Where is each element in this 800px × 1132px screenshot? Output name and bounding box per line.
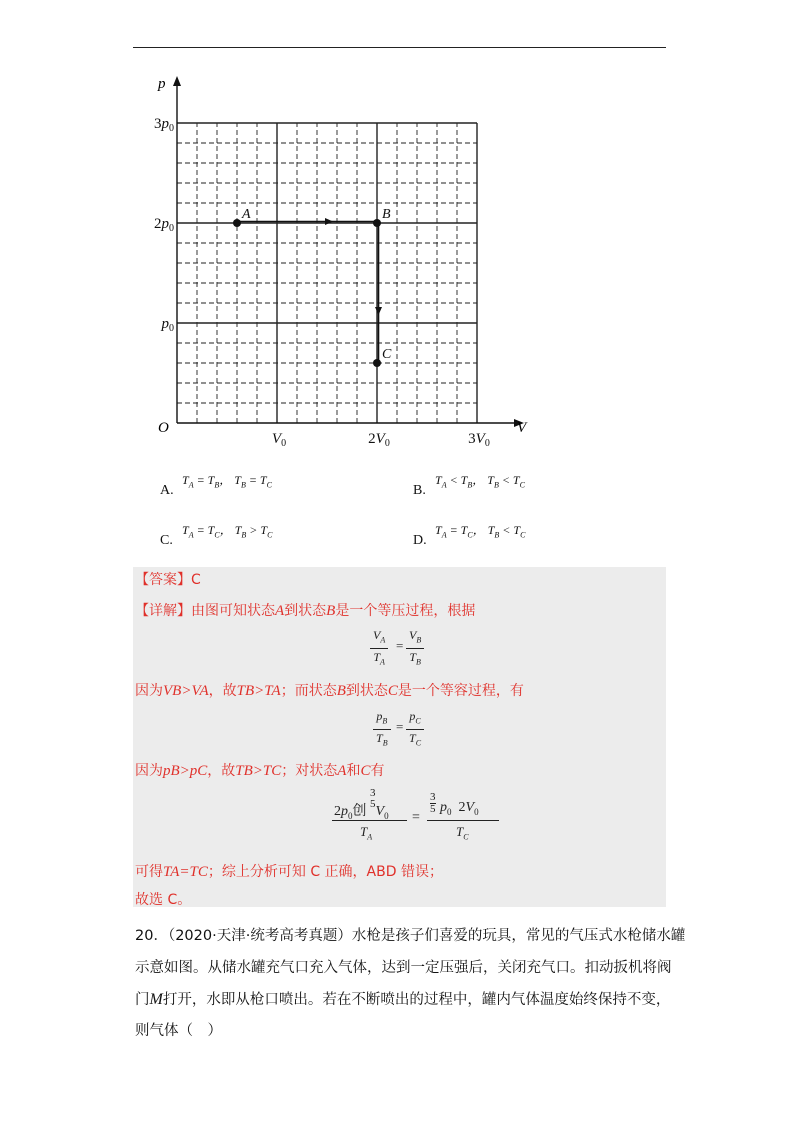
tick-labels <box>154 116 490 449</box>
state-a: A <box>337 763 347 779</box>
detail-line-1 <box>135 600 475 620</box>
detail-text: 故选 C。 <box>135 892 192 908</box>
detail-text: ，故 <box>207 763 236 779</box>
detail-var: VB>VA <box>163 683 209 699</box>
state-b: B <box>326 603 336 619</box>
answer-line <box>135 569 201 589</box>
detail-text: 有 <box>370 763 385 779</box>
detail-text: ，故 <box>208 683 237 699</box>
detail-text: 是一个等压过程，根据 <box>335 603 476 619</box>
detail-text: ；而状态 <box>280 683 337 699</box>
detail-text: 可得 <box>135 864 163 880</box>
graph-grid <box>177 123 477 423</box>
detail-text: ；综上分析可知 C 正确，ABD 错误； <box>207 864 443 880</box>
detail-text: ；对状态 <box>281 763 338 779</box>
process-lines <box>239 218 383 362</box>
option-d-label: D. <box>413 533 427 548</box>
option-b-expr: $T_A < T_B$， $T_B < T_C$ <box>435 473 525 490</box>
formula-3-symbol: 创 <box>352 804 367 819</box>
formula-1-right: $V_B$ $T_B$ <box>406 628 424 670</box>
graph-axes <box>173 76 524 427</box>
detail-line-3 <box>135 760 384 780</box>
point-label-a: A <box>242 207 251 222</box>
pv-graph <box>140 70 540 450</box>
detail-text: 因为 <box>135 683 163 699</box>
formula-1-eq: = <box>396 638 404 653</box>
point-label-b: B <box>382 207 391 222</box>
option-a-expr: $T_A = T_B$， $T_B = T_C$ <box>182 473 272 490</box>
detail-text: 因为 <box>135 763 163 779</box>
formula-2-eq: = <box>396 719 404 734</box>
point-b <box>373 219 381 227</box>
answer-value: C <box>191 572 201 588</box>
detail-text: 由图可知状态 <box>191 603 275 619</box>
detail-line-2 <box>135 680 524 700</box>
state-c: C <box>360 763 371 779</box>
option-c-label: C. <box>160 533 173 548</box>
option-a-label: A. <box>160 483 174 498</box>
state-c: C <box>387 683 398 699</box>
formula-3: $2p_0$创 $V_0$ 3 5 $T_A$ = 3 5 $p_0$ $2V_0$ $T_C$ <box>332 788 472 848</box>
formula-1-left: $V_A$ $T_A$ <box>370 628 388 670</box>
detail-tag: 【详解】 <box>135 603 191 619</box>
formula-2-left: $p_B$ $T_B$ <box>373 709 391 751</box>
detail-text: 是一个等容过程，有 <box>397 683 524 699</box>
y-tick-label-2: $2p_0$ <box>154 216 174 234</box>
state-a: A <box>275 603 285 619</box>
y-tick-label-1: $p_0$ <box>161 316 174 334</box>
question-line-3: 门M打开，水即从枪口喷出。若在不断喷出的过程中，罐内气体温度始终保持不变， <box>135 991 671 1008</box>
formula-3-left-coef: 3 5 <box>370 787 376 810</box>
option-d-expr: $T_A = T_C$， $T_B < T_C$ <box>435 523 526 540</box>
detail-line-4 <box>135 861 443 881</box>
y-axis-arrow <box>173 76 181 86</box>
x-tick-label-1: $V_0$ <box>271 431 287 449</box>
valve-m: M <box>149 991 163 1008</box>
question-line-4: 则气体（ ） <box>135 1023 222 1039</box>
detail-text: 和 <box>346 763 361 779</box>
point-label-c: C <box>382 347 392 362</box>
x-tick-label-2: $2V_0$ <box>368 431 390 449</box>
question-line-1: 20．（2020·天津·统考高考真题）水枪是孩子们喜爱的玩具，常见的气压式水枪储水罐 <box>135 928 686 944</box>
y-axis-label: p <box>158 76 166 92</box>
x-tick-label-3: $3V_0$ <box>468 431 490 449</box>
detail-line-5 <box>135 889 191 909</box>
question-line-2: 示意如图。从储水罐充气口充入气体，达到一定压强后，关闭充气口。扣动扳机将阀 <box>135 960 672 976</box>
x-axis-label: V <box>517 420 527 436</box>
top-rule <box>133 47 666 48</box>
detail-var: TB>TC <box>235 763 282 779</box>
answer-tag: 【答案】 <box>135 572 191 588</box>
arrow-a-to-b <box>325 218 333 225</box>
detail-var: TB>TA <box>236 683 281 699</box>
point-a <box>233 219 241 227</box>
formula-3-left-num: $2p_0$创 $V_0$ <box>334 804 389 821</box>
arrow-b-to-c <box>375 307 382 315</box>
y-tick-label-3: $3p_0$ <box>154 116 174 134</box>
formula-3-right-num: 3 5 <box>430 791 436 815</box>
origin-label: O <box>158 420 169 436</box>
option-b-label: B. <box>413 483 426 498</box>
detail-text: 到状态 <box>345 683 388 699</box>
state-b: B <box>336 683 346 699</box>
detail-var: TA=TC <box>163 864 208 880</box>
option-c-expr: $T_A = T_C$， $T_B > T_C$ <box>182 523 273 540</box>
point-c <box>373 359 381 367</box>
detail-text: 到状态 <box>284 603 327 619</box>
formula-2-right: $p_C$ $T_C$ <box>406 709 424 751</box>
detail-var: pB>pC <box>163 763 208 779</box>
